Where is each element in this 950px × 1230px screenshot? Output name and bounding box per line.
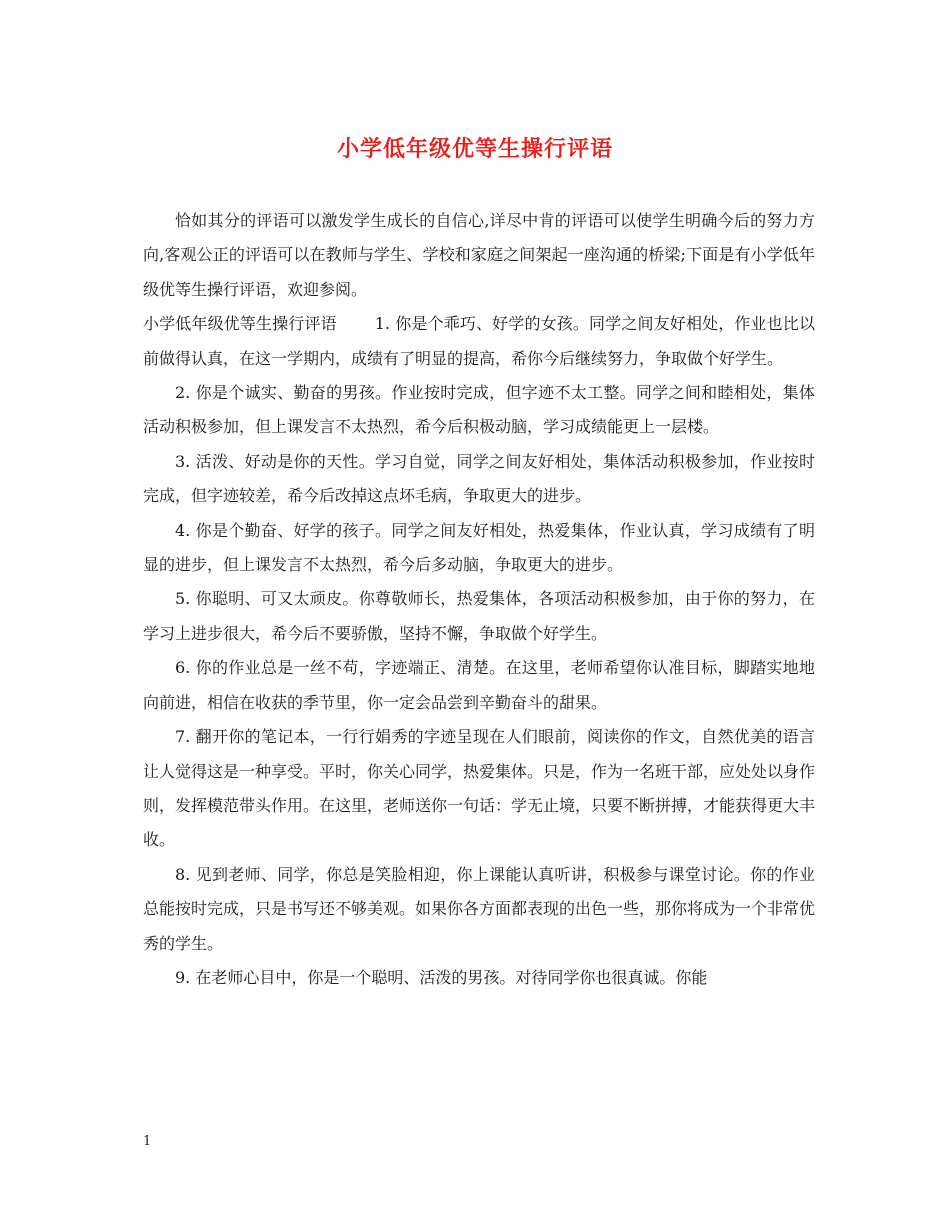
list-item: 7. 翻开你的笔记本，一行行娟秀的字迹呈现在人们眼前，阅读你的作文，自然优美的语言让人觉得这是一种享受。平时，你关心同学，热爱集体。只是，作为一名班干部，应处处以身作则，发挥模范带头作用。在这里，老师送你一句话：学无止境，只要不断拼搏，才能获得更大丰收。 [143, 727, 816, 850]
list-item: 5. 你聪明、可又太顽皮。你尊敬师长，热爱集体，各项活动积极参加，由于你的努力，在学习上进步很大，希今后不要骄傲，坚持不懈，争取做个好学生。 [143, 589, 815, 643]
section-heading: 小学低年级优等生操行评语 [143, 314, 337, 334]
list-item: 8. 见到老师、同学，你总是笑脸相迎，你上课能认真听讲，积极参与课堂讨论。你的作业总能按时完成，只是书写还不够美观。如果你各方面都表现的出色一些，那你将成为一个非常优秀的学生。 [143, 864, 816, 953]
list-item: 3. 活泼、好动是你的天性。学习自觉，同学之间友好相处，集体活动积极参加，作业按时完成，但字迹较差，希今后改掉这点坏毛病，争取更大的进步。 [143, 451, 815, 506]
first-item-paragraph [143, 307, 815, 376]
document-title: 小学低年级优等生操行评语 [336, 136, 613, 162]
list-item: 1. 你是个乖巧、好学的女孩。同学之间友好相处，作业也比以前做得认真，在这一学期内，成绩有了明显的提高，希你今后继续努力，争取做个好学生。 [143, 314, 815, 368]
intro-paragraph: 恰如其分的评语可以激发学生成长的自信心,详尽中肯的评语可以使学生明确今后的努力方向,客观公正的评语可以在教师与学生、学校和家庭之间架起一座沟通的桥梁;下面是有小学低年级优等生操行评语，欢迎参阅。 [143, 211, 815, 299]
list-item: 6. 你的作业总是一丝不苟，字迹端正、清楚。在这里，老师希望你认准目标，脚踏实地地向前进，相信在收获的季节里，你一定会品尝到辛勤奋斗的甜果。 [143, 658, 815, 712]
list-item: 2. 你是个诚实、勤奋的男孩。作业按时完成，但字迹不太工整。同学之间和睦相处，集体活动积极参加，但上课发言不太热烈，希今后积极动脑，学习成绩能更上一层楼。 [143, 383, 815, 437]
list-item: 4. 你是个勤奋、好学的孩子。同学之间友好相处，热爱集体，作业认真，学习成绩有了明显的进步，但上课发言不太热烈，希今后多动脑，争取更大的进步。 [143, 520, 815, 575]
document-body [143, 204, 815, 995]
list-item: 9. 在老师心目中，你是一个聪明、活泼的男孩。对待同学你也很真诚。你能 [175, 967, 708, 987]
page-number: 1 [143, 1134, 152, 1149]
